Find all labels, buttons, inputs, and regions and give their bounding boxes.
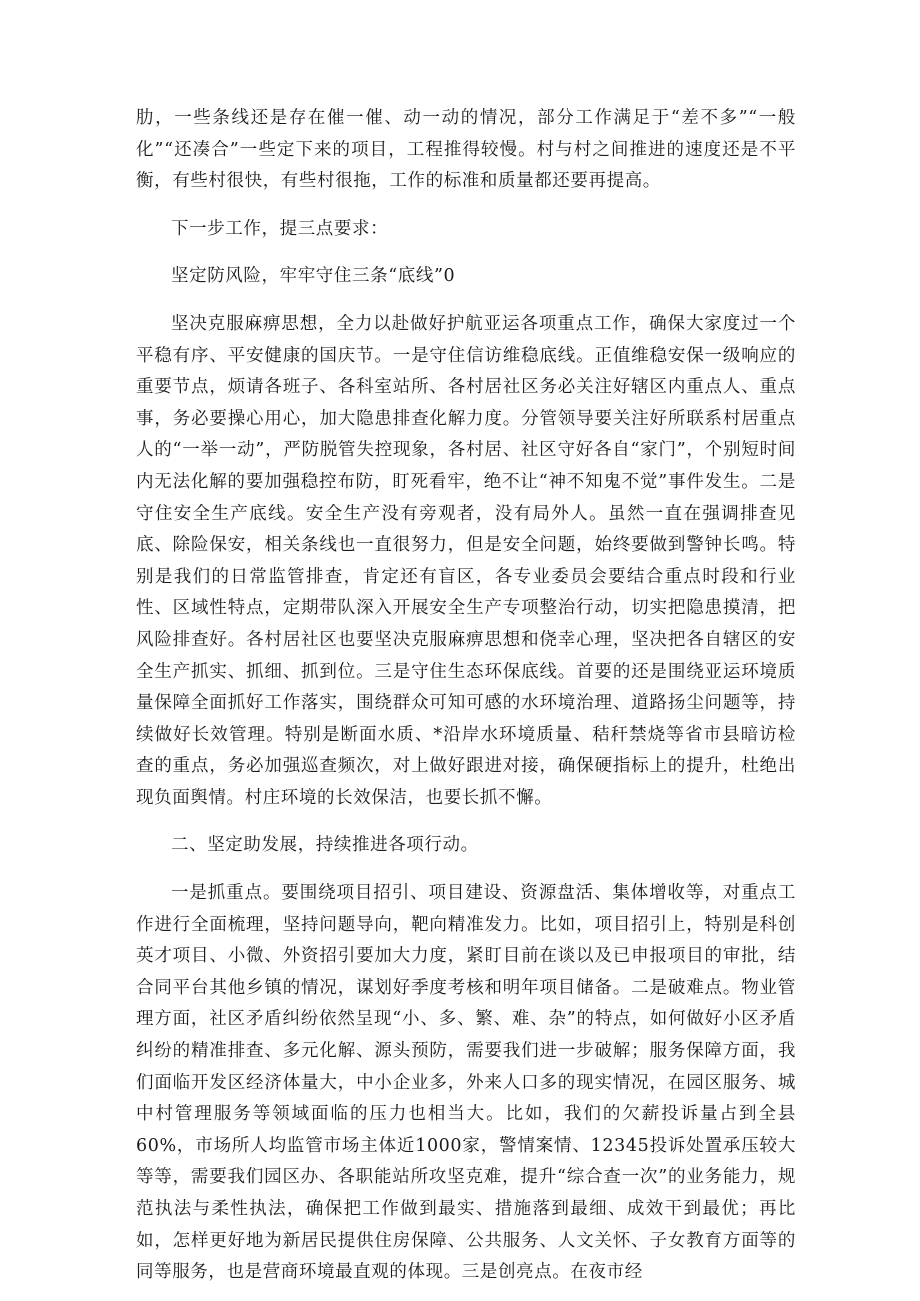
paragraph-continuation: 肋，一些条线还是存在催一催、动一动的情况，部分工作满足于“差不多”“一般化”“还凑合”一些定下来的项目，工程推得较慢。村与村之间推进的速度还是不平衡，有些村很快，有些村很拖，工作的标准和质量都还要再提高。 xyxy=(136,108,796,192)
paragraph-risk-body: 坚决克服麻痹思想，全力以赴做好护航亚运各项重点工作，确保大家度过一个平稳有序、平安健康的国庆节。一是守住信访维稳底线。正值维稳安保一级响应的重要节点，烦请各班子、各科室站所、各村居社区务必关注好辖区内重点人、重点事，务必要操心用心，加大隐患排查化解力度。分管领导要关注好所联系村居重点人的“一举一动”，严防脱管失控现象，各村居、社区守好各自“家门”，个别短时间内无法化解的要加强稳控布防，盯死看牢，绝不让“神不知鬼不觉”事件发生。二是守住安全生产底线。安全生产没有旁观者，没有局外人。虽然一直在强调排查见底、除险保安，相关条线也一直很努力，但是安全问题，始终要做到警钟长鸣。特别是我们的日常监管排查，肯定还有盲区，各专业委员会要结合重点时段和行业性、区域性特点，定期带队深入开展安全生产专项整治行动，切实把隐患摸清，把风险排查好。各村居社区也要坚决克服麻痹思想和侥幸心理，坚决把各自辖区的安全生产抓实、抓细、抓到位。三是守住生态环保底线。首要的还是围绕亚运环境质量保障全面抓好工作落实，围绕群众可知可感的水环境治理、道路扬尘问题等，持续做好长效管理。特别是断面水质、*沿岸水环境质量、秸秆禁烧等省市县暗访检查的重点，务必加强巡查频次，对上做好跟进对接，确保硬指标上的提升，杜绝出现负面舆情。村庄环境的长效保洁，也要长抓不懈。 xyxy=(136,313,796,808)
document-page xyxy=(136,103,796,1289)
section-heading-risk: 坚定防风险，牢牢守住三条“底线”0 xyxy=(171,266,456,287)
section-heading-development: 二、坚定助发展，持续推进各项行动。 xyxy=(171,835,479,856)
paragraph-development-body: 一是抓重点。要围绕项目招引、项目建设、资源盘活、集体增收等，对重点工作进行全面梳理，坚持问题导向，靶向精准发力。比如，项目招引上，特别是科创英才项目、小微、外资招引要加大力度，紧盯目前在谈以及已申报项目的审批，结合同平台其他乡镇的情况，谋划好季度考核和明年项目储备。二是破难点。物业管理方面，社区矛盾纠纷依然呈现“小、多、繁、难、杂”的特点，如何做好小区矛盾纠纷的精准排查、多元化解、源头预防，需要我们进一步破解；服务保障方面，我们面临开发区经济体量大，中小企业多，外来人口多的现实情况，在园区服务、城中村管理服务等领域面临的压力也相当大。比如，我们的欠薪投诉量占到全县60%，市场所人均监管市场主体近1000家，警情案情、12345投诉处置承压较大等等，需要我们园区办、各职能站所攻坚克难，提升“综合查一次”的业务能力，规范执法与柔性执法，确保把工作做到最实、措施落到最细、成效干到最优；再比如，怎样更好地为新居民提供住房保障、公共服务、人文关怀、子女教育方面等的同等服务，也是营商环境最直观的体现。三是创亮点。在夜市经 xyxy=(136,883,796,1283)
paragraph-requirements-intro: 下一步工作，提三点要求： xyxy=(171,218,389,239)
